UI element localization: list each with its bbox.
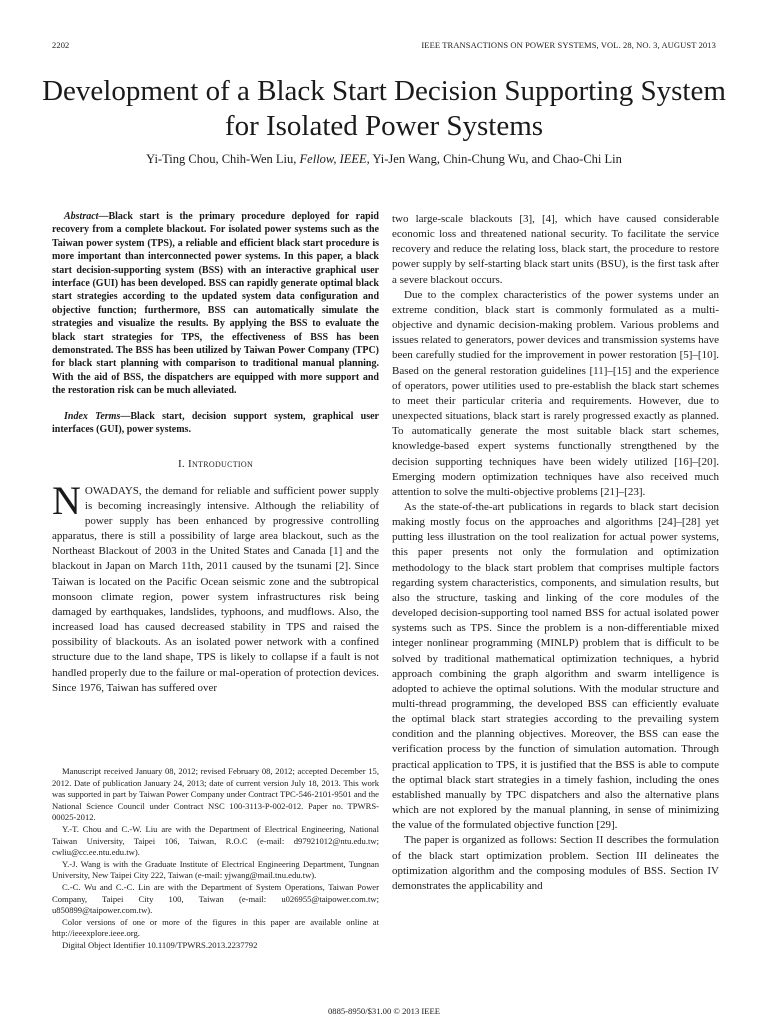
intro-text: the demand for reliable and sufficient power supply is becoming increasingly intensive. Although the reliability of power supply has been enhanced by progressive controlling apparatus, there is still a possibility of large area blackout, such as the Northeast Blackout of 2003 in the United States and Canada [1] and the blackout in Japan on March 11th, 2011 caused by the tsunami [2]. Since Taiwan is located on the Pacific Ocean seismic zone and the subtropical monsoon climate region, power system infrastructures risk being damaged by earthquakes, landslides, typhoons, and mudflows. Also, the increased load has caused decreased stability in TPS and raised the possibility of blackouts. As an isolated power network with a confined structure due to the land shape, TPS is likely to collapse if a fault is not handled properly due to the failure or mal-operation of protection devices. Since 1976, Taiwan has suffered over [52,484,379,694]
author-name: Yi-Ting Chou, [146,152,219,166]
journal-header: IEEE TRANSACTIONS ON POWER SYSTEMS, VOL. 28, NO. 3, AUGUST 2013 [421,40,716,50]
footnote-manuscript: Manuscript received January 08, 2012; revised February 08, 2012; accepted December 15, 2012. Date of publication January 24, 2013; date of current version July 18, 2013. This work was supported in part by Taiwan Power Company under Contract TPC-546-2101-9501 and the National Science Council under Contract NSC 100-3113-P-002-012. Paper no. TPWRS-00025-2012. [52,766,379,823]
body-paragraph: two large-scale blackouts [3], [4], which have caused considerable economic loss and threatened national security. To facilitate the service recovery and reduce the relating loss, black start, the procedure to restore power supply by self-starting black start units (BSU), is the first task after a severe blackout occurs. [392,213,719,286]
footnotes [52,766,379,952]
author-conjunction: and [531,152,550,166]
footnote-affiliation: Y.-J. Wang is with the Graduate Institute of Electrical Engineering Department, Tungnan University, New Taipei City 222, Taiwan (e-mail: yjwang@mail.tnu.edu.tw). [52,858,379,881]
author-title: Fellow, IEEE, [299,152,370,166]
copyright-footer: 0885-8950/$31.00 © 2013 IEEE [327,1006,441,1016]
section-number: I. [177,457,185,470]
abstract [52,210,379,398]
author-name: Chin-Chung Wu, [443,152,529,166]
paper-title: Development of a Black Start Decision Supporting System for Isolated Power Systems [42,75,726,142]
section-title: Introduction [188,457,254,470]
index-terms-label: Index Terms [64,410,121,422]
left-column [52,210,379,696]
footnote-affiliation: Y.-T. Chou and C.-W. Liu are with the Department of Electrical Engineering, National Taiwan University, Taipei 106, Taiwan, R.O.C (e-mail: d97921012@ntu.edu.tw; cwliu@cc.ee.ntu.edu.tw). [52,823,379,858]
right-column [392,212,719,894]
index-terms-text: —Black start, decision support system, graphical user interfaces (GUI), power systems. [52,410,379,436]
author-name: Chih-Wen Liu, [221,152,297,166]
footnote-doi: Digital Object Identifier 10.1109/TPWRS.2013.2237792 [62,939,258,950]
author-name: Chao-Chi Lin [552,152,622,166]
drop-cap: N [52,477,81,523]
abstract-label: Abstract [64,211,99,222]
author-name: Yi-Jen Wang, [372,152,440,166]
running-header [52,40,716,54]
body-paragraph: Due to the complex characteristics of the power systems under an extreme condition, black start is commonly formulated as a multi-objective and dynamic decision-making problem. Various problems and issues related to generators, power devices and transmission systems have been carefully studied for the improvement in power restoration [5]–[10]. Based on the general restoration guidelines [11]–[15] and the experience of operators, power utilities used to pre-establish the black start schemes to meet their particular criteria and requirements. However, due to unexpected situations, black start is rarely progressed exactly as planned. To automatically generate the most suitable black start schemes, knowledge-based expert systems functionally strengthened by the decision supporting techniques have been widely utilized [16]–[20]. Emerging modern optimization techniques have also received much attention to solve the multi-objective problems [21]–[23]. [392,288,719,498]
page-number: 2202 [52,40,70,50]
body-paragraph: The paper is organized as follows: Section II describes the formulation of the black start optimization problem. Section III delineates the optimization algorithm and the composing modules of BSS. Section IV demonstrates the applicability and [392,834,719,892]
abstract-text: —Black start is the primary procedure deployed for rapid recovery from a complete blackout. For isolated power systems such as the Taiwan power system (TPS), a reliable and efficient black start procedure is more important than interconnected power systems. In this paper, a black start decision-supporting system (BSS) with an interactive graphical user interface (GUI) has been developed. BSS can rapidly generate optimal black start strategies according to the updated system data configuration and objective function; furthermore, BSS can automatically simulate the strategies and visualize the results. By applying the BSS to evaluate the black start strategies for TPS, the effectiveness of BSS has been demonstrated. The BSS has been utilized by Taiwan Power Company (TPC) for black start planning with comparison to traditional manual planning. With the aid of BSS, the dispatchers are equipped with more support and the restoration risk can be much alleviated. [52,211,379,397]
index-terms [52,410,379,437]
footnote-color-versions: Color versions of one or more of the figures in this paper are available online at http://ieeexplore.ieee.org. [52,916,379,939]
intro-first-word: OWADAYS, [84,484,142,497]
section-heading [52,457,379,472]
author-list [40,152,728,167]
intro-paragraph [52,477,379,696]
body-paragraph: As the state-of-the-art publications in regards to black start decision making mostly focus on the approaches and algorithms [24]–[28] yet putting less illustration on the tool realization for actual power systems, this paper presents not only the formulation and optimization methodology to the black start problem that comprises multiple factors regarding system characteristics, components, and simulation results, but also the structure, tasking and linking of the core modules of the developed decision-supporting tool named BSS for actual isolated power systems such as TPS. Since the problem is a non-differentiable mixed integer nonlinear programming (MINLP) problem that is difficult to be solved by traditional mathematical optimization techniques, a hybrid approach combining the graph algorithm and swarm intelligence is adopted to achieve the optimal solutions. With the modular structure and multi-thread programming, the developed BSS can efficiently evaluate the optimal black start strategies according to the prevailing system condition and the planning objectives. Moreover, the BSS can ease the verification process by the function of simulation automation. Through practical application to TPS, it is justified that the BSS is able to compute the optimal black start strategies in a timely fashion, including the ones established manually by TPC dispatchers and also the alternative plans which are not explored by the manual planning, in sense of minimizing the value of the formulated objective function [29]. [392,500,719,832]
footnote-affiliation: C.-C. Wu and C.-C. Lin are with the Department of System Operations, Taiwan Power Company, Taipei City 100, Taiwan (e-mail: u026955@taipower.com.tw; u850899@taipower.com.tw). [52,881,379,916]
